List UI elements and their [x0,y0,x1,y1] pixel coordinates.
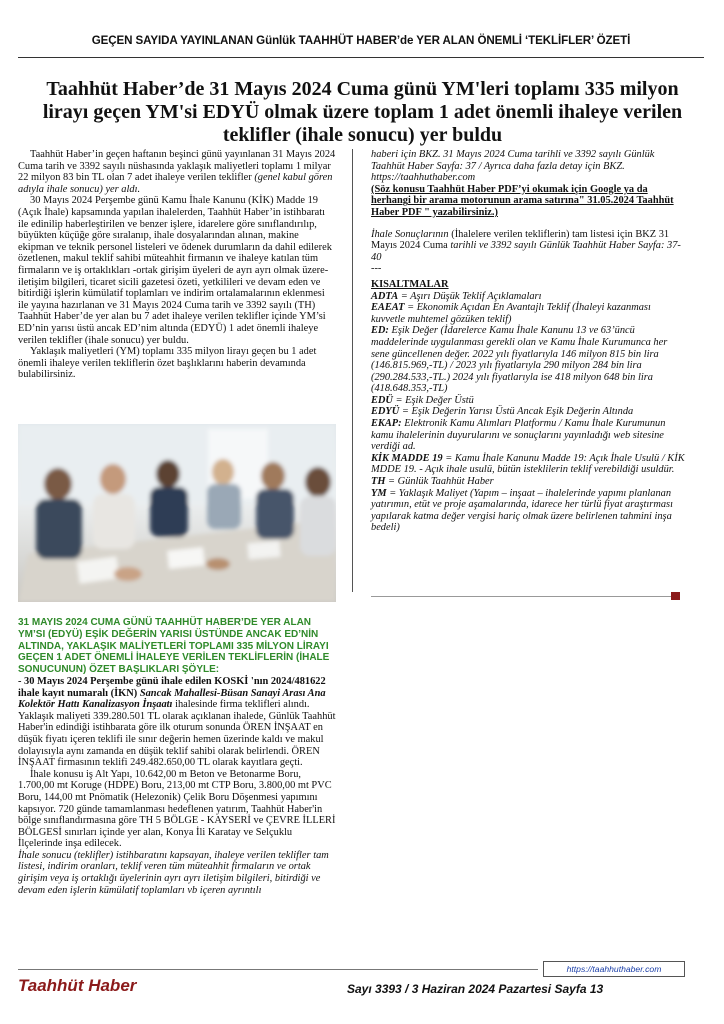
abbreviation-item: ADTA = Aşırı Düşük Teklif Açıklamaları [371,290,542,302]
abbreviation-item: EKAP: Elektronik Kamu Alımları Platformu / Kamu İhale Kurumunun kamu ihalelerinin duyurularını ve sonuçlarını yayınladığı web sitesine verdiği ad. [371,418,666,453]
issue-info: Sayı 3393 / 3 Haziran 2024 Pazartesi Sayfa 13 [347,982,604,996]
right-column-rule [371,596,671,597]
left-column [18,149,336,381]
tender-item: - 30 Mayıs 2024 Perşembe günü ihale edilen KOSKİ 'nın 2024/481622 ihale kayıt numaralı (İKN) Sancak Mahallesi-Büsan Sanayi Arası Ana Kolektör Hattı Kanalizasyon İnşaatı ihalesinde firma teklifleri alındı. Yaklaşık maliyeti 339.280.501 TL olarak açıklanan ihalede, Günlük Taahhüt Haber'in edindiği istihbarata göre ilk oturum sonunda ÖREN İNŞAAT en düşük fiyatı içeren teklifi ile sınır değerin hemen üzerinde kaldı ve makul dolayısıyla aynı zamanda en düşük teklif sahibi olarak belirlendi. ÖREN İNŞAAT firmasının teklifi 249.482.650,00 TL olarak kayıtlara geçti. [18,675,336,769]
brand-logo-text: Taahhüt Haber [18,976,137,995]
end-marker [671,592,680,600]
right-column [371,149,685,534]
methodology-paragraph: 30 Mayıs 2024 Perşembe günü Kamu İhale Kanunu (KİK) Madde 19 (Açık İhale) kapsamında yapılan ihalelerden, Taahhüt Haber’in istihbaratı ile edinilip haberleştirilen ve benzer işlere, idarelere göre sınıflandırılıp, büyükten küçüğe göre sıralanıp, ihale dosyalarından alınan, makine ekipman ve teknik personel listeleri ve ödenek durumların da dahil edilerek özetlenen, makul teklif sahibi müteahhit firmanın ve ihaleye katılan tüm firmaların ve iş ortaklıkları -ortak girişim üyeleri de ayrı ayrı olmak üzere- iletişim bilgileri, ticaret sicili gazetesi özeti, yetkilileri ve devam eden ve bitirdiği işlerin kümülatif toplamları ve indirim ortalamalarının eklenmesi ile yayına hazırlanan ve 31 Mayıs 2024 Cuma tarih ve 3392 sayılı (TH) Taahhüt Haber’de yer alan bu 7 adet ihaleye verilen teklifler içinde YM’si ED’nin yarısı üstü ancak ED’nim altında (EDYÜ) 1 adet önemli ihaleye verilen teklifler (ihale sonucu) yer buldu. [18,195,332,346]
abbreviations-title: KISALTMALAR [371,278,449,290]
abbreviations-list [371,291,685,534]
abbreviation-item: EAEAT = Ekonomik Açıdan En Avantajlı Teklif (İhaleyi kazanması kuvvetle muhtemel gözüken teklif) [371,302,651,325]
abbreviation-item: ED: Eşik Değer (İdarelerce Kamu İhale Kanunu 13 ve 63’üncü maddelerinde uygulanması gerekli olan ve Kamu İhale Kurumunca her sene güncellenen değer. 2022 yılı fiyatlarıyla 146 milyon 815 bin lira (146.815.969,-TL) / 2023 yılı fiyatlarıyla 290 milyon 284 bin lira (290.284.533,-TL.) 2024 yılı fiyatlarıyla ise 418 milyon 648 bin lira (418.648.353,-TL) [371,325,668,395]
abbreviation-item: EDÜ = Eşik Değer Üstü [371,394,474,406]
abbreviation-item: EDYÜ = Eşik Değerin Yarısı Üstü Ancak Eşik Değerin Altında [371,406,634,418]
dash-separator: --- [371,263,382,275]
footer-rule [18,969,538,970]
abbreviation-item: TH = Günlük Taahhüt Haber [371,476,494,488]
abbreviation-item: YM = Yaklaşık Maliyet (Yapım – inşaat – ihalelerinde yapımı planlanan yatırımın, etüt ve proje aşamalarında, idarece her türlü fiyat araştırması yapılarak katma değer vergisi hariç olmak üzere belirlenen tahmini inşa bedeli) [371,487,673,534]
results-reference: İhale Sonuçlarının (İhalelere verilen tekliflerin) tam listesi için BKZ 31 Mayıs 2024 Cuma tarihli ve 3392 sayılı Günlük Taahhüt Haber Sayfa: 37-40 [371,228,681,263]
headline: Taahhüt Haber’de 31 Mayıs 2024 Cuma günü YM'leri toplamı 335 milyon lirayı geçen YM'si EDYÜ olmak üzere toplam 1 adet önemli ihaleye verilen teklifler (ihale sonucu) yer buldu [42,78,683,146]
summary-heading: 31 MAYIS 2024 CUMA GÜNÜ TAAHHÜT HABER’DE YER ALAN YM’SI (EDYÜ) EŞİK DEĞERİN YARISI ÜSTÜNDE ANCAK ED’NİN ALTINDA, YAKLAŞIK MALİYETLERİ TOPLAMI 335 MİLYON LİRAYI GEÇEN 1 ADET ÖNEMLİ İHALEYE VERİLEN TEKLİFLERİN (İHALE SONUCUNUN) ÖZET BAŞLIKLARI ŞÖYLE: [18,617,330,676]
tender-summary [18,617,336,896]
summary-intro-paragraph: Yaklaşık maliyetleri (YM) toplamı 335 milyon lirayı geçen bu 1 adet önemli ihaleye verilen tekliflerin özet başlıklarını haberin devamında bulabilirsiniz. [18,346,317,381]
abbreviation-item: KİK MADDE 19 = Kamu İhale Kanunu Madde 19: Açık İhale Usulü / KİK MDDE 19. - Açık ihale usulü, bütün isteklilerin teklif verebildiği usuldür. [371,452,685,476]
page-header: GEÇEN SAYIDA YAYINLANAN Günlük TAAHHÜT HABER’de YER ALAN ÖNEMLİ ‘TEKLİFLER’ ÖZETİ [18,34,704,58]
intro-paragraph: Taahhüt Haber’in geçen haftanın beşinci günü yayınlanan 31 Mayıs 2024 Cuma tarih ve 3392 sayılı nüshasında yaklaşık maliyetleri toplamı 1 milyar 22 milyon 83 bin TL olan 7 adet ihaleye verilen teklifler (genel kabul gören adıyla ihale sonucu) yer aldı. [18,149,336,195]
business-meeting-photo [18,424,336,602]
website-link[interactable]: https://taahhuthaber.com [543,961,685,977]
tender-note: İhale sonucu (teklifler) istihbaratını kapsayan, ihaleye verilen teklifler tam listesi, indirim oranları, teklif veren tüm müteahhit firmaların ve ortak girişim veya iş ortaklığı üyelerinin ayrı ayrı iletişim bilgileri, bitirdiği ve devam eden işlerin kümülatif toplamları vb içeren ayrıntılı [18,849,329,896]
pdf-note: (Söz konusu Taahhüt Haber PDF’yi okumak için Google ya da herhangi bir arama motorunun arama satırına" 31.05.2024 Taahhüt Haber PDF " yazabilirsiniz.) [371,183,674,218]
column-divider [352,149,353,592]
tender-scope: İhale konusu iş Alt Yapı, 10.642,00 m Beton ve Betonarme Boru, 1.700,00 mt Koruge (HDPE) Boru, 213,00 mt CTP Boru, 3.800,00 mt PVC Boru, 144,00 mt Pnömatik (Helezonik) Çelik Boru Döşenmesi yapımını kapsıyor. 720 günde tamamlanması hedeflenen yatırım, Taahhüt Haber'in bölge sınıflandırmasına göre TH 5 BÖLGE - KAYSERİ ve ÇEVRE İLLERİ BÖLGESİ sınırları içinde yer alan, Konya İli Karatay ve Selçuklu İlçelerinde inşa edilecek. [18,768,336,850]
continuation-text: haberi için BKZ. 31 Mayıs 2024 Cuma tarihli ve 3392 sayılı Günlük Taahhüt Haber Sayfa: 37 / Ayrıca daha fazla detay için BKZ. https://taahhuthaber.com [371,149,655,184]
